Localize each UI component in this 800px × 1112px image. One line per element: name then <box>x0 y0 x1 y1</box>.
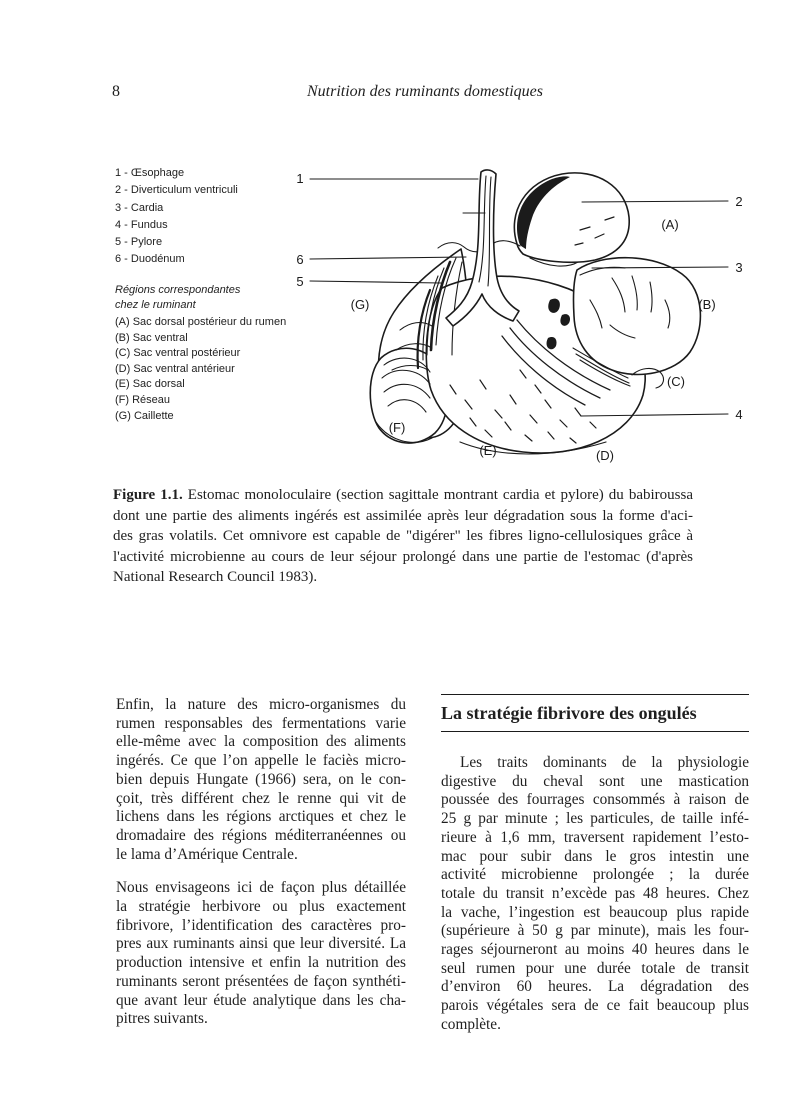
figure-key-numbered <box>115 165 238 269</box>
diagram-label-1: 1 <box>296 171 304 186</box>
diagram-label-B: (B) <box>698 297 716 312</box>
text-line: l'activité microbienne au cours de leur séjour prolongé dans une partie de l'estomac (d'après <box>113 548 693 565</box>
text-line: 3 - Cardia <box>115 201 164 214</box>
page-number: 8 <box>112 83 120 100</box>
text-line: (F) Réseau <box>115 393 171 406</box>
text-line: rages séjourneront au moins 40 heures dans le <box>441 941 749 959</box>
text-line: activité microbienne prolongée ; la durée <box>441 866 749 884</box>
text-line: dromadaire des régions méditerranéennes ou <box>116 826 406 844</box>
stomach-diagram <box>280 150 750 480</box>
text-line: totale du transit n’excède pas 48 heures. Chez <box>441 884 749 902</box>
paragraph <box>116 696 406 864</box>
lobe-B <box>573 258 700 375</box>
text-line: digestive du cheval sont une mastication <box>441 772 749 790</box>
text-line: pres aux ruminants ainsi que leur diversité. La <box>116 935 406 953</box>
text-line: fibrivore, l’identification des caractères pro- <box>116 916 406 934</box>
text-line: production intensive et enfin la nutrition des <box>116 954 406 972</box>
diagram-label-E: (E) <box>479 443 497 458</box>
text-line: rumen responsables des fermentations varie <box>116 714 406 732</box>
diagram-label-G: (G) <box>350 297 370 312</box>
diagram-label-2: 2 <box>735 194 743 209</box>
text-line: ruminants seront présentées de façon synthéti- <box>116 972 406 990</box>
text-line: des gras volatils. Cet omnivore est capable de "digérer" les fibres ligno-cellulosiques grâce à <box>113 528 693 545</box>
section-heading: La stratégie fibrivore des ongulés <box>441 703 697 723</box>
diagram-label-6: 6 <box>296 252 304 267</box>
diagram-label-4: 4 <box>735 407 743 422</box>
body-right-column <box>441 694 749 1035</box>
stomach-outline <box>370 173 700 453</box>
text-line: dont une partie des aliments ingérés est assimilée après leur dégradation sous la forme d'aci- <box>113 507 693 524</box>
text-line: poussée des fourrages consommés à raison de <box>441 791 749 809</box>
text-line: çoit, très différent chez le renne qui vit de <box>116 789 406 807</box>
text-line: elle-même avec la composition des aliments <box>116 733 406 751</box>
diagram-label-F: (F) <box>388 420 406 435</box>
text-line: parois végétales sera de ce fait beaucoup plus <box>441 997 749 1015</box>
text-line: mac pour subir dans le gros intestin une <box>441 847 749 865</box>
text-line: le lama d’Amérique Centrale. <box>116 845 298 863</box>
text-line: Enfin, la nature des micro-organismes du <box>116 696 406 713</box>
text-line: National Research Council 1983). <box>113 569 318 586</box>
text-line: Régions correspondantes <box>115 284 241 296</box>
text-line: (G) Caillette <box>115 409 174 422</box>
diagram-label-3: 3 <box>735 260 743 275</box>
text-line: 4 - Fundus <box>115 218 168 231</box>
figure-key-regions-heading <box>115 283 240 313</box>
text-line: (B) Sac ventral <box>115 331 188 344</box>
caption-label: Figure 1.1. <box>113 487 183 503</box>
text-line: la vache, l’ingestion est beaucoup plus rapide <box>441 903 749 921</box>
heading-rule-bottom <box>441 731 749 732</box>
text-line: complète. <box>441 1015 501 1033</box>
text-line: 2 - Diverticulum ventriculi <box>115 184 238 197</box>
figure-caption <box>113 485 693 588</box>
diagram-label-D: (D) <box>595 448 615 463</box>
text-line: d’environ 60 heures. La dégradation des <box>441 978 749 996</box>
text-line: seul rumen pour une durée totale de transit <box>441 959 749 977</box>
text-line: 5 - Pylore <box>115 236 163 249</box>
text-line: bien depuis Hungate (1966) sera, on le con- <box>116 770 406 788</box>
paragraph <box>441 754 749 1035</box>
text-line: la stratégie herbivore ou plus exactement <box>116 898 406 916</box>
figure-key-lettered <box>115 315 286 424</box>
text-line: (D) Sac ventral antérieur <box>115 362 235 375</box>
text-line: Les traits dominants de la physiologie <box>460 754 749 771</box>
diagram-label-C: (C) <box>666 374 686 389</box>
text-line: (supérieure à 50 g par minute), mais les four- <box>441 922 749 940</box>
caption-lines <box>113 506 693 588</box>
text-line: Nous envisageons ici de façon plus détaillée <box>116 879 406 897</box>
diagram-label-A: (A) <box>661 217 679 232</box>
text-line: pitres suivants. <box>116 1010 208 1028</box>
diagram-label-5: 5 <box>296 274 304 289</box>
text-line: rieure à 1,6 mm, traversent rapidement l’esto- <box>441 828 749 846</box>
caption-text: Estomac monoloculaire (section sagittale montrant cardia et pylore) du babiroussa <box>182 487 693 503</box>
text-line: (E) Sac dorsal <box>115 378 185 391</box>
text-line: 6 - Duodénum <box>115 253 185 266</box>
running-title: Nutrition des ruminants domestiques <box>306 83 544 100</box>
paragraph <box>116 879 406 1029</box>
text-line: que avant leur étude analytique dans les cha- <box>116 991 406 1009</box>
text-line: lichens dans les régions arctiques et chez le <box>116 808 406 826</box>
text-line: 25 g par minute ; les particules, de taille infé- <box>441 810 749 828</box>
body-left-column <box>116 696 406 1029</box>
text-line: (C) Sac ventral postérieur <box>115 347 241 360</box>
caption-first-line <box>113 485 693 506</box>
text-line: 1 - Œsophage <box>115 167 185 179</box>
text-line: (A) Sac dorsal postérieur du rumen <box>115 316 287 328</box>
text-line: ingérés. Ce que l’on appelle le faciès micro- <box>116 752 406 770</box>
text-line: chez le ruminant <box>115 299 196 311</box>
